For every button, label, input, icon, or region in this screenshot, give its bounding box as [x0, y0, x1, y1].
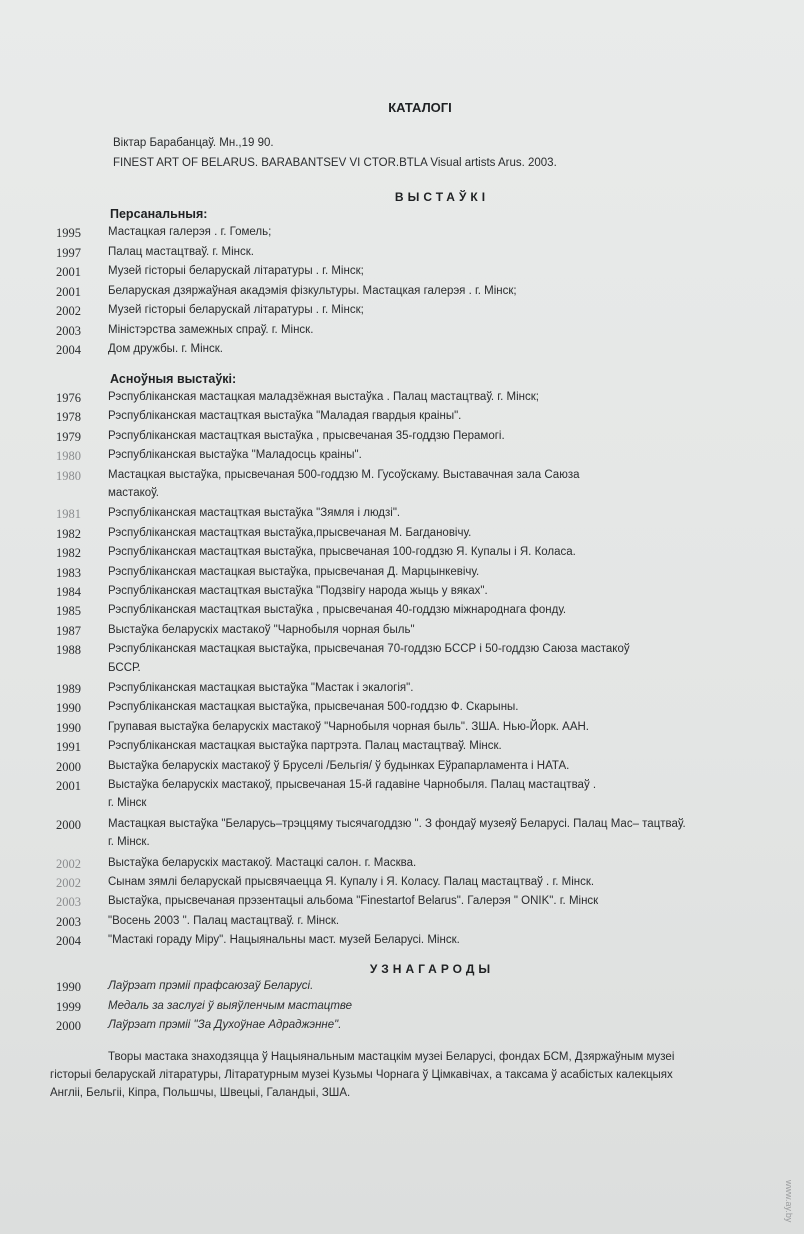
exhibitions-heading: ВЫСТАЎКІ [394, 190, 490, 204]
entry-year: 1990 [56, 701, 81, 716]
awards-heading: УЗНАГАРОДЫ [369, 962, 495, 976]
entry-text: Рэспубліканская мастацкая выстаўка "Мастак і экалогія". [108, 682, 414, 694]
list-item [0, 1019, 804, 1037]
list-item [0, 643, 804, 661]
list-item [0, 818, 804, 836]
list-item [0, 934, 804, 952]
entry-text-continuation: БССР. [108, 661, 141, 674]
entry-text: Выстаўка беларускіх мастакоў, прысвечаная 15-й гадавіне Чарнобыля. Палац мастацтваў . [108, 779, 597, 791]
entry-text: Сынам зямлі беларускай прысвячаецца Я. Купалу і Я. Коласу. Палац мастацтваў . г. Мінск. [108, 876, 595, 888]
entry-text: Рэспубліканская выстаўка "Маладосць краіны". [108, 449, 362, 462]
entry-text: Рэспубліканская мастацткая выстаўка , прысвечаная 40-годдзю міжнароднага фонду. [108, 604, 567, 617]
entry-text: Мастацкая выстаўка, прысвечаная 500-годдзю М. Гусоўскаму. Выставачная зала Саюза [108, 468, 580, 481]
catalog-entry: FINEST ART OF BELARUS. BARABANTSEV VI CTOR.BTLA Visual artists Arus. 2003. [113, 157, 557, 169]
entry-year: 1980 [56, 468, 81, 483]
entry-year: 2004 [56, 934, 81, 949]
entry-year: 1984 [56, 585, 81, 599]
entry-year: 1985 [56, 604, 81, 619]
entry-year: 2002 [56, 304, 81, 318]
entry-text: Дом дружбы. г. Мінск. [108, 343, 223, 355]
entry-text: Міністэрства замежных спраў. г. Мінск. [108, 323, 314, 336]
entry-year: 1980 [56, 449, 81, 464]
entry-year: 1988 [56, 643, 81, 658]
list-item [0, 304, 804, 322]
list-item [0, 604, 804, 622]
entry-text: Рэспубліканская мастацткая выстаўка,прысвечаная М. Багдановічу. [108, 526, 472, 539]
entry-year: 2000 [56, 817, 81, 832]
entry-year: 1976 [56, 391, 81, 405]
list-item [0, 980, 804, 998]
entry-text: Мастацкая галерэя . г. Гомель; [108, 226, 272, 238]
entry-year: 2001 [56, 779, 81, 793]
list-item [0, 527, 804, 545]
entry-year: 1991 [56, 740, 81, 755]
list-item [0, 624, 804, 642]
list-item [0, 876, 804, 894]
entry-text: Беларуская дзяржаўная акадэмія фізкультуры. Мастацкая галерэя . г. Мінск; [108, 284, 517, 297]
entry-text: Мастацкая выстаўка "Беларусь–трэццяму тысячагоддзю ". З фондаў музеяў Беларусі. Палац Мас– тацтваў. [108, 817, 686, 830]
entry-text: Рэспубліканская мастацкая выстаўка, прысвечаная 500-годдзю Ф. Скарыны. [108, 701, 519, 714]
entry-text: Выстаўка беларускіх мастакоў "Чарнобыля чорная быль" [108, 623, 415, 636]
list-item [0, 507, 804, 525]
entry-year: 1978 [56, 410, 81, 425]
watermark: www.ay.by [784, 1179, 794, 1222]
entry-text: Групавая выстаўка беларускіх мастакоў "Чарнобыля чорная быль". ЗША. Нью-Йорк. ААН. [108, 720, 590, 733]
entry-text: Рэспубліканская мастацткая выстаўка "Зямля і людзі". [108, 507, 401, 520]
entry-text: Музей гісторыі беларускай літаратуры . г. Мінск; [108, 265, 364, 277]
list-item [0, 546, 804, 564]
list-item [0, 226, 804, 244]
entry-year: 2003 [56, 323, 81, 338]
entry-text: Рэспубліканская мастацткая выстаўка "Маладая гвардыя краіны". [108, 410, 462, 423]
entry-text: Рэспубліканская мастацкая маладзёжная выстаўка . Палац мастацтваў. г. Мінск; [108, 391, 539, 403]
entry-text: Рэспубліканская мастацкая выстаўка партрэта. Палац мастацтваў. Мінск. [108, 740, 502, 753]
list-item [0, 324, 804, 342]
entry-text: "Восень 2003 ". Палац мастацтваў. г. Мінск. [108, 914, 340, 927]
entry-text-continuation: г. Мінск [108, 797, 147, 810]
entry-text-continuation: мастакоў. [108, 487, 159, 499]
list-item [0, 246, 804, 264]
entry-text: Палац мастацтваў. г. Мінск. [108, 245, 254, 258]
collections-paragraph-line: гісторыі беларускай літаратуры, Літаратурным музеі Кузьмы Чорнага ў Цімкавічах, а таксама ў асабістых калекцыях [50, 1069, 673, 1081]
list-item [0, 265, 804, 283]
list-item [0, 585, 804, 603]
list-item [0, 721, 804, 739]
list-item [0, 760, 804, 778]
entry-text: Рэспубліканская мастацткая выстаўка "Подзвігу народа жыць у вяках". [108, 585, 488, 597]
entry-text: Лаўрэат прэміі прафсаюзаў Беларусі. [108, 980, 314, 992]
entry-year: 1989 [56, 682, 81, 696]
entry-text: Рэспубліканская мастацткая выстаўка, прысвечаная 100-годдзю Я. Купалы і Я. Коласа. [108, 546, 576, 559]
entry-year: 2001 [56, 284, 81, 299]
list-item [0, 682, 804, 700]
entry-text: "Мастакі гораду Міру". Нацыянальны маст. музей Беларусі. Мінск. [108, 934, 460, 947]
entry-text: Музей гісторыі беларускай літаратуры . г. Мінск; [108, 304, 364, 316]
entry-year: 1979 [56, 429, 81, 444]
entry-year: 1982 [56, 526, 81, 541]
list-item [0, 410, 804, 428]
list-item [0, 285, 804, 303]
list-item [0, 740, 804, 758]
entry-year: 2003 [56, 914, 81, 929]
list-item [0, 343, 804, 361]
entry-year: 2003 [56, 895, 81, 910]
entry-year: 1987 [56, 623, 81, 638]
entry-year: 2000 [56, 1019, 81, 1033]
list-item [0, 895, 804, 913]
list-item [0, 391, 804, 409]
main-exhibitions-heading: Асноўныя выстаўкі: [110, 372, 237, 386]
entry-text: Рэспубліканская мастацткая выстаўка , прысвечаная 35-годдзю Перамогі. [108, 429, 505, 442]
entry-year: 2002 [56, 876, 81, 890]
list-item [0, 1000, 804, 1018]
entry-year: 1995 [56, 226, 81, 240]
entry-text: Выстаўка беларускіх мастакоў. Мастацкі салон. г. Масква. [108, 856, 417, 869]
collections-paragraph-line: Творы мастака знаходзяцца ў Нацыянальным мастацкім музеі Беларусі, фондах БСМ, Дзяржаўным музеі [108, 1051, 675, 1063]
list-item [0, 857, 804, 875]
entry-text: Медаль за заслугі ў выяўленчым мастацтве [108, 999, 353, 1012]
entry-year: 2002 [56, 856, 81, 871]
entry-year: 1990 [56, 720, 81, 735]
entry-text: Рэспубліканская мастацкая выстаўка, прысвечаная Д. Марцынкевічу. [108, 565, 480, 578]
entry-text-continuation: г. Мінск. [108, 836, 150, 849]
list-item [0, 449, 804, 467]
list-item [0, 430, 804, 448]
entry-year: 2001 [56, 265, 81, 279]
catalogs-heading: КАТАЛОГІ [388, 100, 452, 115]
list-item [0, 779, 804, 797]
entry-text: Выстаўка, прысвечаная прэзентацыі альбома "Finestartof Belarus". Галерэя " ONIK". г. Мінск [108, 895, 599, 908]
entry-year: 1999 [56, 999, 81, 1014]
catalog-entry: Віктар Барабанцаў. Мн.,19 90. [113, 137, 274, 149]
entry-year: 2000 [56, 759, 81, 774]
entry-year: 1997 [56, 245, 81, 260]
collections-paragraph-line: Англіі, Бельгіі, Кіпра, Польшчы, Швецыі, Галандыі, ЗША. [50, 1087, 351, 1099]
entry-year: 1983 [56, 565, 81, 580]
entry-year: 1982 [56, 546, 81, 561]
personal-exhibitions-heading: Персанальныя: [110, 207, 208, 221]
list-item [0, 469, 804, 487]
list-item [0, 915, 804, 933]
list-item [0, 566, 804, 584]
entry-text: Лаўрэат прэміі "За Духоўнае Адраджэнне". [108, 1019, 342, 1031]
entry-year: 1981 [56, 507, 81, 522]
entry-year: 1990 [56, 980, 81, 994]
entry-year: 2004 [56, 343, 81, 357]
entry-text: Рэспубліканская мастацкая выстаўка, прысвечаная 70-годдзю БССР і 50-годдзю Саюза мастакоў [108, 643, 630, 656]
list-item [0, 701, 804, 719]
entry-text: Выстаўка беларускіх мастакоў ў Бруселі /Бельгія/ ў будынках Еўрапарламента і НАТА. [108, 759, 570, 772]
